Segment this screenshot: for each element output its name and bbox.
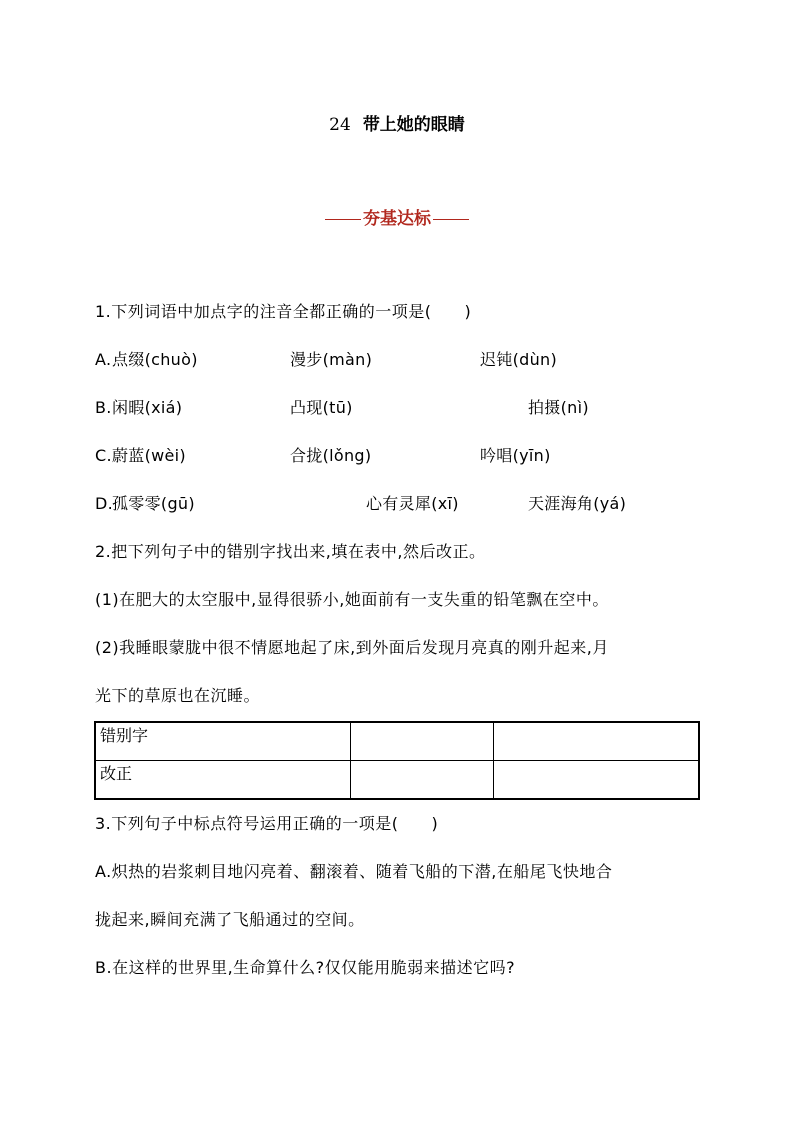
question-2-sentence-1: (1)在肥大的太空服中,显得很骄小,她面前有一支失重的铅笔飘在空中。 — [95, 590, 609, 609]
correction-row-label: 改正 — [95, 761, 351, 800]
q3-option-a-line-1: A.炽热的岩浆刺目地闪亮着、翻滚着、随着飞船的下潜,在船尾飞快地合 — [95, 862, 613, 881]
q1-option-b-word-1: 闲暇(xiá) — [112, 398, 183, 417]
q1-option-a-word-2: 漫步(màn) — [290, 350, 373, 369]
question-2-sentence-2-line-2: 光下的草原也在沉睡。 — [95, 686, 261, 705]
q1-option-c-letter: C. — [95, 446, 112, 465]
q1-option-d-word-1: 孤零零(gū) — [112, 494, 195, 513]
section-header — [0, 204, 794, 229]
q1-option-c-word-1: 蔚蓝(wèi) — [112, 446, 186, 465]
q1-option-b-word-3: 拍摄(nì) — [528, 398, 589, 417]
q1-option-a-word-1: 点缀(chuò) — [112, 350, 198, 369]
lesson-title-text: 带上她的眼睛 — [362, 115, 465, 135]
q3-option-b: B.在这样的世界里,生命算什么?仅仅能用脆弱来描述它吗? — [95, 958, 516, 977]
q3-option-a-line-2: 拢起来,瞬间充满了飞船通过的空间。 — [95, 910, 365, 929]
table-row — [95, 761, 699, 800]
section-header-left-rule — [325, 219, 361, 220]
correction-answer-cell[interactable] — [351, 761, 494, 800]
q1-option-b-word-2: 凸现(tū) — [290, 398, 353, 417]
question-2-sentence-2-line-1: (2)我睡眼蒙胧中很不情愿地起了床,到外面后发现月亮真的刚升起来,月 — [95, 638, 609, 657]
q1-option-b-letter: B. — [95, 398, 112, 417]
lesson-title — [0, 110, 794, 135]
correction-answer-cell[interactable] — [494, 761, 700, 800]
q1-option-d-word-2: 心有灵犀(xī) — [366, 494, 459, 513]
q1-option-a-letter: A. — [95, 350, 112, 369]
question-1-stem: 1.下列词语中加点字的注音全都正确的一项是( ) — [95, 302, 472, 321]
q1-option-c-word-3: 吟唱(yīn) — [480, 446, 551, 465]
q1-option-d-word-3: 天涯海角(yá) — [528, 494, 627, 513]
section-header-right-rule — [433, 219, 469, 220]
typo-correction-table — [94, 721, 700, 800]
typo-answer-cell[interactable] — [351, 722, 494, 761]
q1-option-d-letter: D. — [95, 494, 114, 513]
question-3-stem: 3.下列句子中标点符号运用正确的一项是( ) — [95, 814, 439, 833]
typo-row-label: 错别字 — [95, 722, 351, 761]
question-2-stem: 2.把下列句子中的错别字找出来,填在表中,然后改正。 — [95, 542, 486, 561]
q1-option-c-word-2: 合拢(lǒng) — [290, 446, 372, 465]
lesson-number: 24 — [329, 115, 351, 135]
q1-option-a-word-3: 迟钝(dùn) — [480, 350, 558, 369]
table-row — [95, 722, 699, 761]
section-header-label: 夯基达标 — [363, 209, 431, 229]
typo-answer-cell[interactable] — [494, 722, 700, 761]
